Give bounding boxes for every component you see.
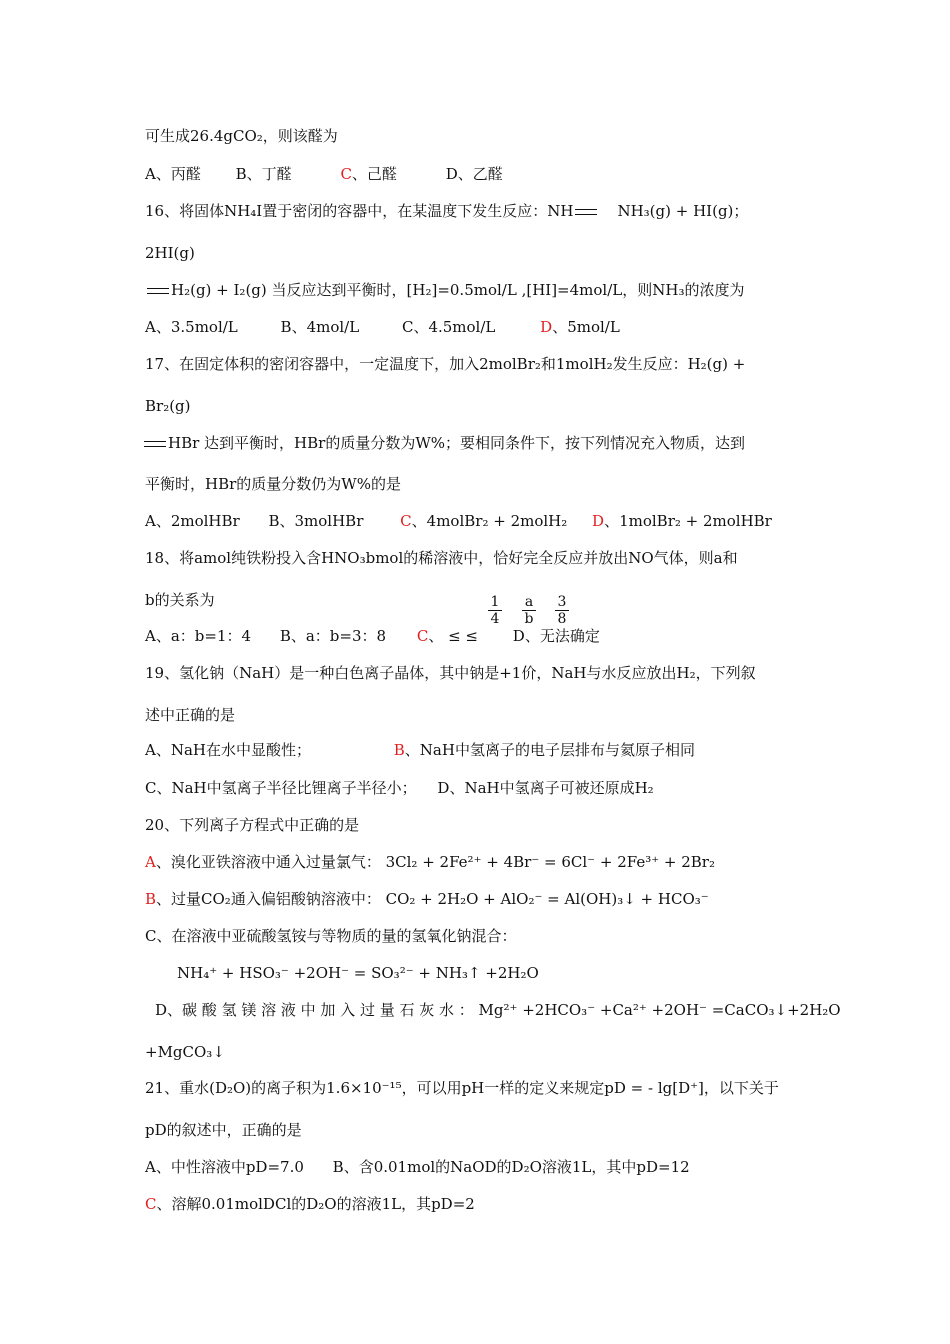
option-a: 、溴化亚铁溶液中通入过量氯气： 3Cl₂ + 2Fe²⁺ + 4Br⁻ = 6Cl⁻ + 2Fe³⁺ + 2Br₂ [155,853,715,871]
q21-line1: 21、重水(D₂O)的离子积为1.6×10⁻¹⁵，可以用pH一样的定义来规定pD = - lg[D⁺]，以下关于 [145,1079,779,1097]
option-a: A、a：b=1：4 [145,627,252,645]
q20-option-a [145,852,715,872]
fraction-a-b: $\frac{a}{b}$ [522,594,536,627]
q17-line4: 平衡时，HBr的质量分数仍为W%的是 [145,475,401,493]
q15-options [145,164,503,184]
option-d-letter: D [592,512,605,530]
option-c: C、4.5mol/L [401,318,496,336]
option-b: 、NaH中氢离子的电子层排布与氦原子相同 [404,741,695,759]
q19-line1: 19、氢化钠（NaH）是一种白色离子晶体，其中钠是+1价，NaH与水反应放出H₂，下列叙 [145,664,756,682]
equilibrium-arrow-icon [142,438,168,450]
option-a: A、丙醛 [145,165,201,183]
q19-line2: 述中正确的是 [145,706,236,724]
fraction-1-4: $\frac{1}{4}$ [488,594,502,627]
option-d: 、1molBr₂ + 2molHBr [604,512,772,530]
q21-option-c [145,1194,475,1214]
option-a-letter: A [145,853,156,871]
option-b: B、a：b=3：8 [279,627,387,645]
option-c-letter: C [340,165,352,183]
q20-option-c: C、在溶液中亚硫酸氢铵与等物质的量的氢氧化钠混合： [145,927,517,945]
q16-line3 [145,280,744,300]
q20-option-d: D、碳 酸 氢 镁 溶 液 中 加 入 过 量 石 灰 水 ： Mg²⁺ +2HCO₃⁻ +Ca²⁺ +2OH⁻ =CaCO₃↓+2H₂O [155,1001,841,1019]
option-d: D、乙醛 [445,165,503,183]
q20-option-b [145,889,709,909]
option-b: 、过量CO₂通入偏铝酸钠溶液中： CO₂ + 2H₂O + AlO₂⁻ = Al(OH)₃↓ + HCO₃⁻ [156,890,709,908]
q20-option-c-equation: NH₄⁺ + HSO₃⁻ +2OH⁻ = SO₃²⁻ + NH₃↑ +2H₂O [177,964,539,982]
option-c-letter: C [145,1195,157,1213]
fraction-3-8: $\frac{3}{8}$ [555,594,569,627]
option-d: 、5mol/L [552,318,620,336]
q19-options-ab [145,740,695,760]
option-b-letter: B [393,741,405,759]
q17-line1: 17、在固定体积的密闭容器中，一定温度下，加入2molBr₂和1molH₂发生反应：H₂(g) + [145,355,746,373]
option-a: A、中性溶液中pD=7.0 [145,1158,304,1176]
q16-line1 [145,201,748,221]
q20-line1: 20、下列离子方程式中正确的是 [145,816,360,834]
option-c: 、 ≤ ≤ [428,627,479,645]
q18-options [145,626,600,646]
q16-line2: 2HI(g) [145,244,195,262]
q17-text-3: HBr 达到平衡时，HBr的质量分数为W%；要相同条件下，按下列情况充入物质，达到 [168,434,745,452]
option-d: D、无法确定 [512,627,600,645]
q21-line2: pD的叙述中，正确的是 [145,1121,302,1139]
equilibrium-arrow-icon [145,285,171,297]
q16-options [145,317,620,337]
q16-text: 16、将固体NH₄I置于密闭的容器中，在某温度下发生反应：NH [145,202,574,220]
q17-line2: Br₂(g) [145,397,191,415]
option-c: 、溶解0.01molDCl的D₂O的溶液1L，其pD=2 [156,1195,475,1213]
option-a: A、2molHBr [145,512,240,530]
q18-line1: 18、将amol纯铁粉投入含HNO₃bmol的稀溶液中，恰好完全反应并放出NO气体，则a和 [145,549,738,567]
option-b-letter: B [145,890,157,908]
q21-options-ab [145,1157,690,1177]
q16-text-2: NH₃(g) + HI(g)； [617,202,749,220]
q17-options [145,511,772,531]
option-d-letter: D [540,318,553,336]
option-b: B、丁醛 [235,165,292,183]
option-b: B、4mol/L [280,318,360,336]
equilibrium-arrow-icon [573,206,599,218]
option-a: A、3.5mol/L [145,318,238,336]
q14-tail: 可生成26.4gCO₂，则该醛为 [145,127,338,145]
option-d: D、NaH中氢离子可被还原成H₂ [437,779,654,797]
option-c: C、NaH中氢离子半径比锂离子半径小； [145,779,417,797]
q20-option-d-tail: +MgCO₃↓ [145,1043,225,1061]
q17-line3 [142,433,745,453]
option-c: 、4molBr₂ + 2molH₂ [411,512,568,530]
option-c: 、己醛 [351,165,397,183]
q18-line2: b的关系为 [145,591,215,609]
option-b: B、含0.01mol的NaOD的D₂O溶液1L，其中pD=12 [332,1158,690,1176]
q16-text-3: H₂(g) + I₂(g) 当反应达到平衡时，[H₂]=0.5mol/L ,[HI]=4mol/L，则NH₃的浓度为 [171,281,745,299]
option-a: A、NaH在水中显酸性； [145,741,311,759]
option-c-letter: C [416,627,429,645]
q19-options-cd [145,778,654,798]
option-b: B、3molHBr [268,512,364,530]
option-c-letter: C [400,512,412,530]
